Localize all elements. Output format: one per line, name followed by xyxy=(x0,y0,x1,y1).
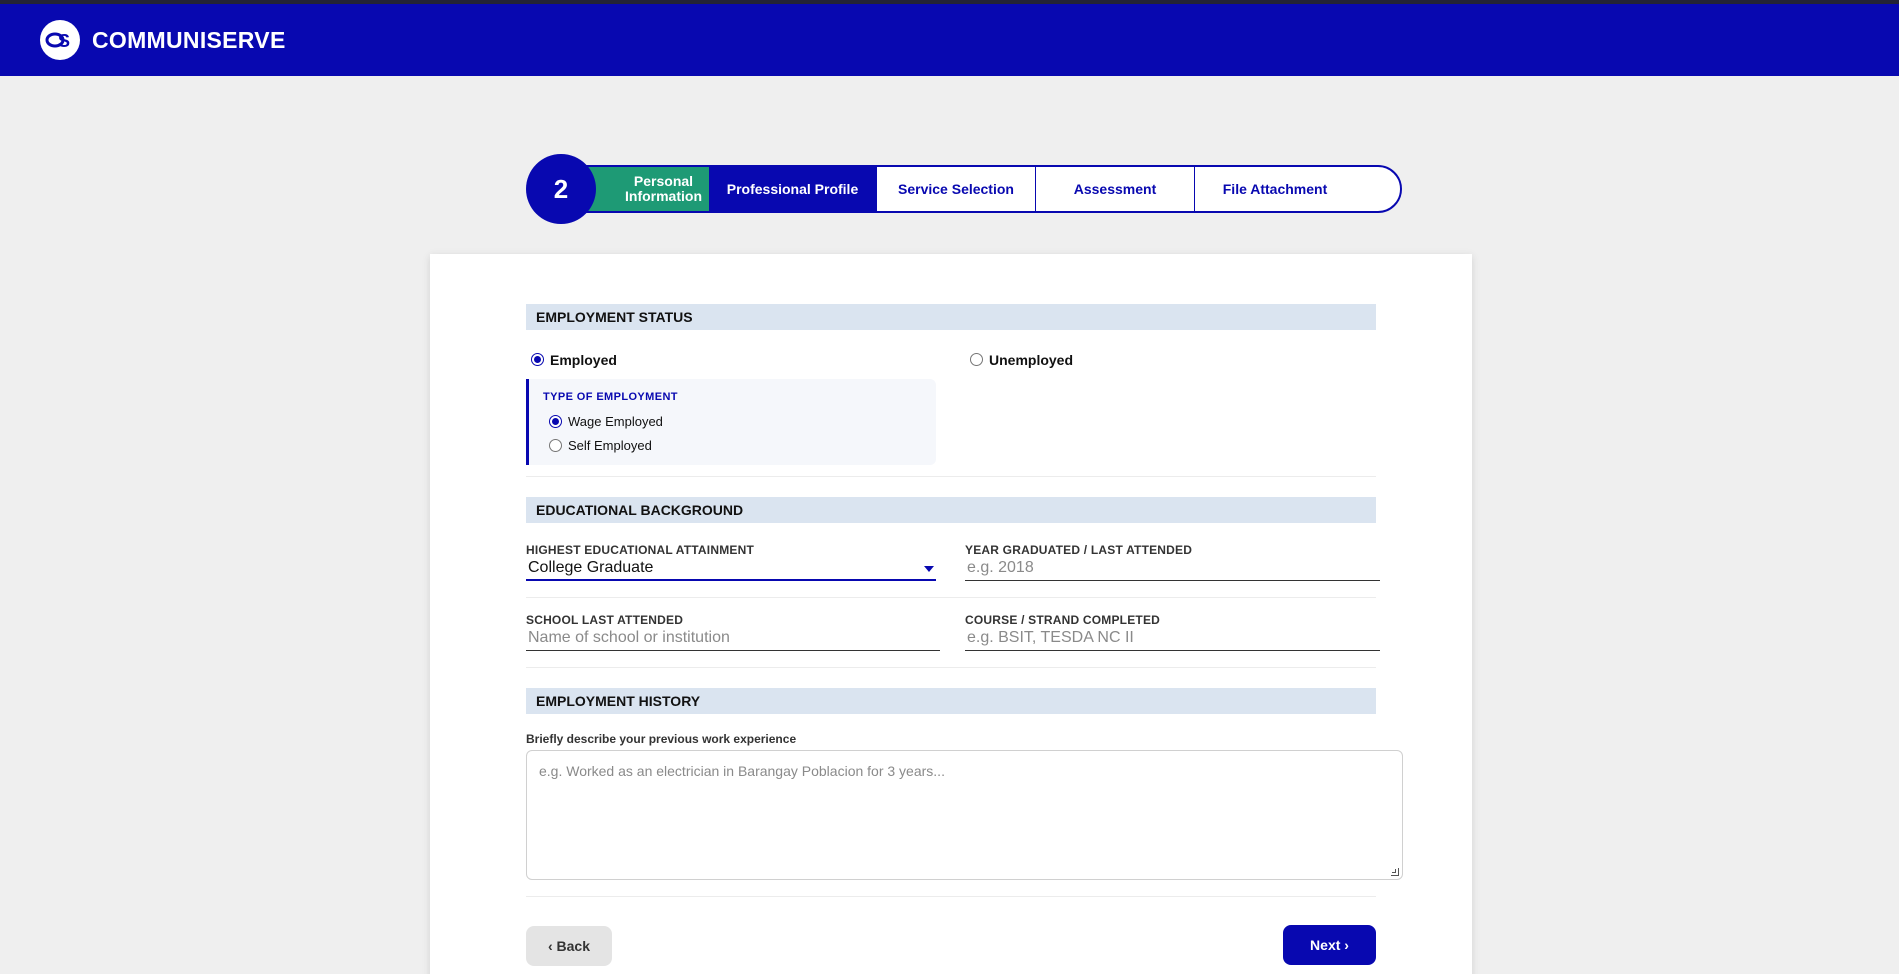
current-step-number: 2 xyxy=(526,154,596,224)
wage-employed-option[interactable] xyxy=(549,413,663,429)
self-employed-label: Self Employed xyxy=(568,438,652,454)
progress-stepper xyxy=(526,154,1376,224)
step-file-attachment[interactable]: File Attachment xyxy=(1222,180,1328,197)
app-header xyxy=(0,4,1899,76)
resize-handle-icon[interactable] xyxy=(1391,868,1399,876)
step-personal-information[interactable]: Personal Information xyxy=(558,167,709,211)
school-label: SCHOOL LAST ATTENDED xyxy=(526,613,684,627)
svg-text:S: S xyxy=(58,31,71,51)
work-experience-placeholder: e.g. Worked as an electrician in Barangay Poblacion for 3 years... xyxy=(539,763,945,779)
attainment-label: HIGHEST EDUCATIONAL ATTAINMENT xyxy=(526,543,754,557)
divider xyxy=(526,597,1376,598)
logo xyxy=(40,20,80,60)
type-of-employment-panel xyxy=(526,379,936,465)
self-employed-radio[interactable] xyxy=(549,439,562,452)
employed-option[interactable] xyxy=(531,351,617,369)
form-card xyxy=(430,254,1472,974)
divider xyxy=(526,476,1376,477)
self-employed-option[interactable] xyxy=(549,437,652,453)
school-input[interactable] xyxy=(526,627,940,651)
section-heading-employment-status: EMPLOYMENT STATUS xyxy=(526,304,1376,330)
step-service-selection[interactable]: Service Selection xyxy=(877,167,1036,211)
section-heading-employment-history: EMPLOYMENT HISTORY xyxy=(526,688,1376,714)
step-assessment[interactable]: Assessment xyxy=(1036,167,1195,211)
school-placeholder: Name of school or institution xyxy=(528,629,730,646)
course-input[interactable] xyxy=(965,627,1380,651)
unemployed-radio[interactable] xyxy=(970,353,983,366)
brand-name[interactable]: COMMUNISERVE xyxy=(92,26,286,53)
logo-mark-icon xyxy=(43,23,77,57)
wage-employed-radio[interactable] xyxy=(549,415,562,428)
attainment-value: College Graduate xyxy=(528,559,654,576)
course-label: COURSE / STRAND COMPLETED xyxy=(965,613,1161,627)
unemployed-label: Unemployed xyxy=(989,351,1074,368)
divider xyxy=(526,896,1376,897)
attainment-select[interactable] xyxy=(526,557,936,581)
section-heading-educational-background: EDUCATIONAL BACKGROUND xyxy=(526,497,1376,523)
year-placeholder: e.g. 2018 xyxy=(967,559,1034,576)
step-professional-profile[interactable]: Professional Profile xyxy=(709,167,877,211)
step-bar xyxy=(556,165,1402,213)
type-of-employment-title: TYPE OF EMPLOYMENT xyxy=(543,391,678,403)
next-button[interactable]: Next › xyxy=(1283,925,1376,965)
year-input[interactable] xyxy=(965,557,1380,581)
divider xyxy=(526,667,1376,668)
course-placeholder: e.g. BSIT, TESDA NC II xyxy=(967,629,1134,646)
wage-employed-label: Wage Employed xyxy=(568,414,663,430)
unemployed-option[interactable] xyxy=(970,351,1073,369)
back-button[interactable]: ‹ Back xyxy=(526,926,612,966)
dropdown-caret-icon xyxy=(924,566,934,572)
work-experience-label: Briefly describe your previous work experience xyxy=(526,732,797,746)
work-experience-textarea[interactable] xyxy=(526,750,1403,880)
year-label: YEAR GRADUATED / LAST ATTENDED xyxy=(965,543,1193,557)
employed-radio[interactable] xyxy=(531,353,544,366)
employed-label: Employed xyxy=(550,351,617,368)
